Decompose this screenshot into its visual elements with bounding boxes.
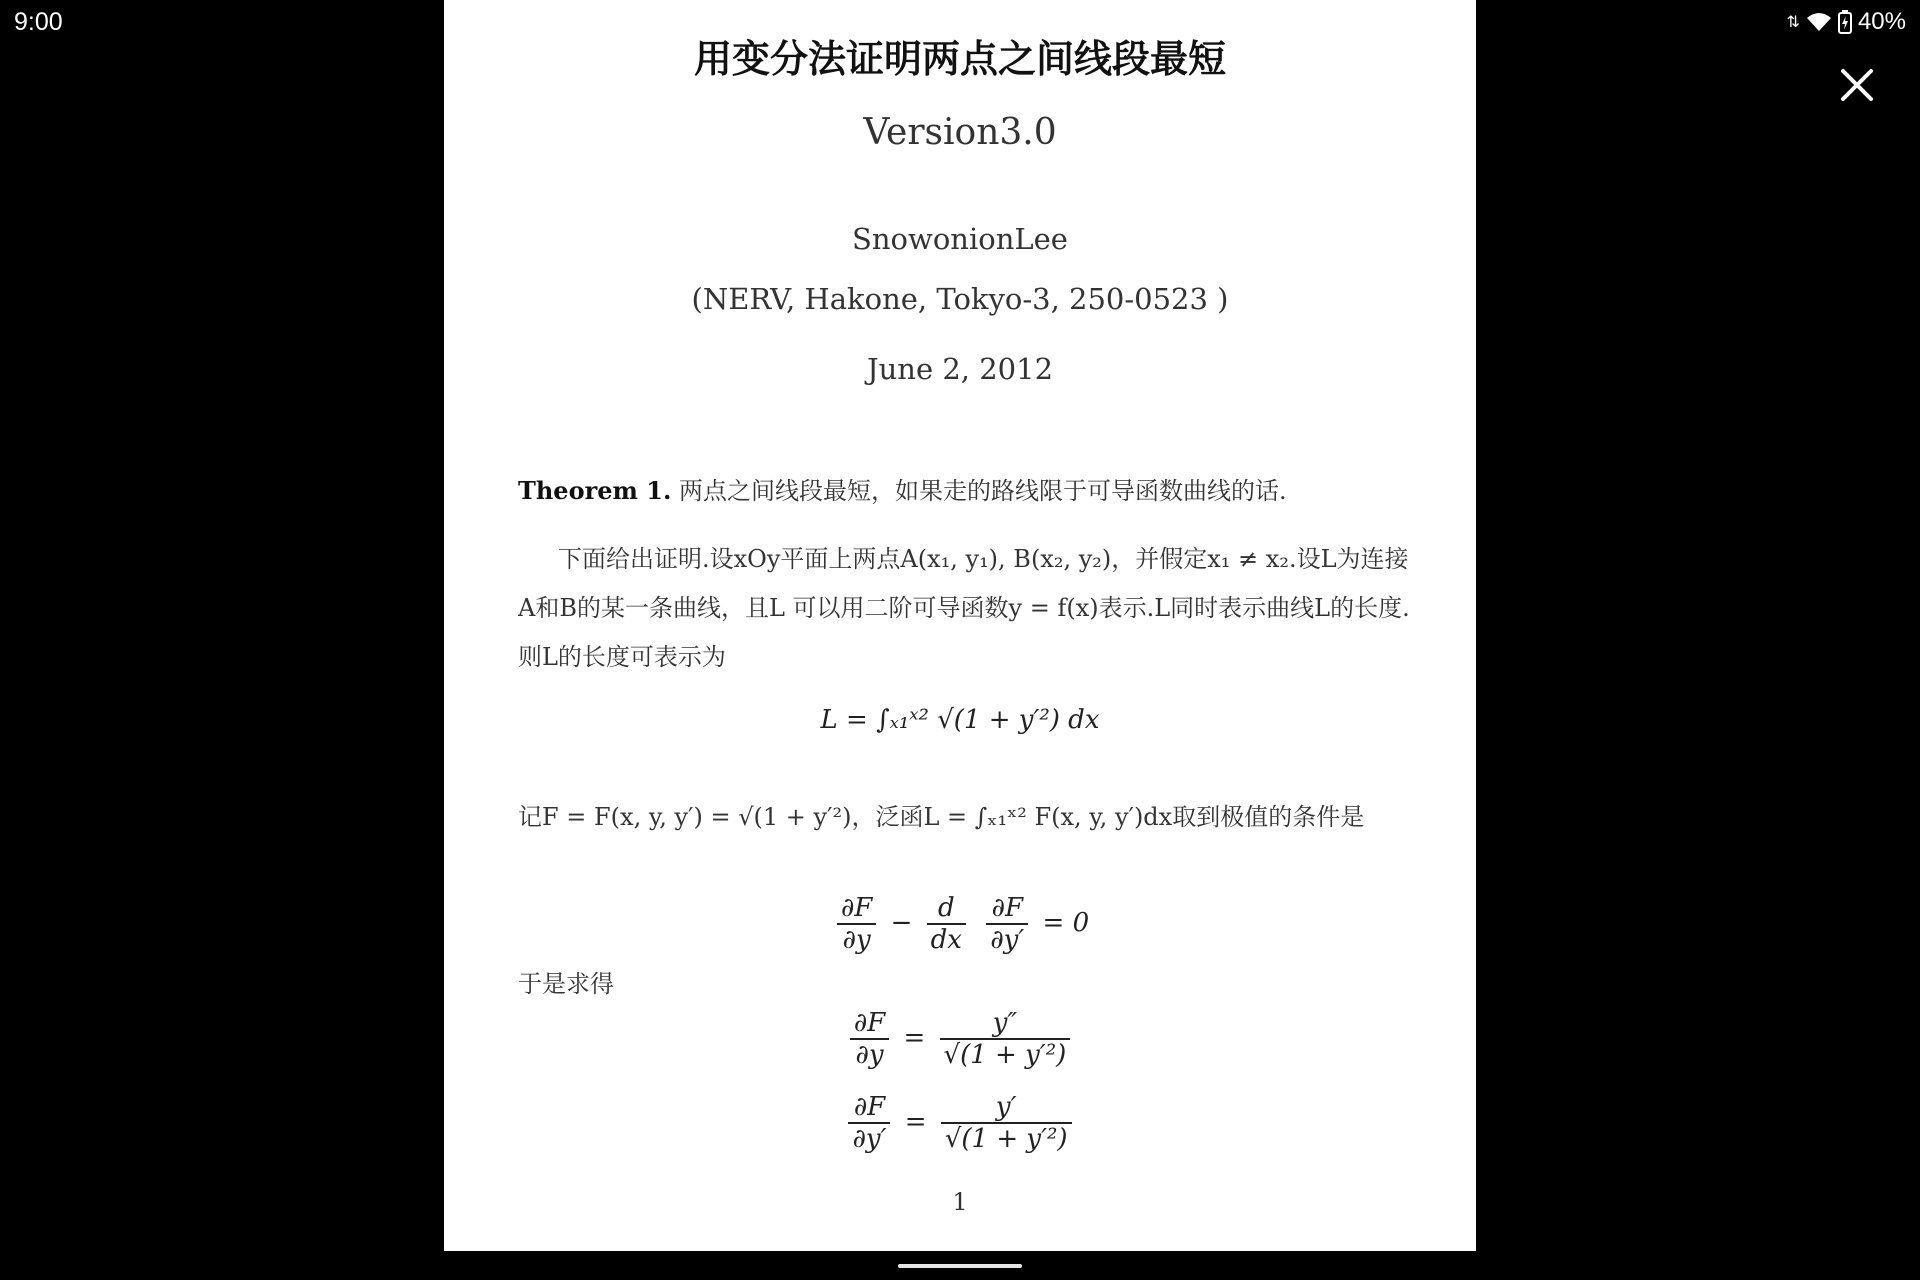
equation-length: L = ∫ₓ₁ˣ² √(1 + y′²) dx [820,705,1100,735]
battery-level: 40% [1857,8,1906,35]
document-affiliation: (NERV, Hakone, Tokyo-3, 250-0523 ) [691,282,1229,316]
document-version: Version3.0 [863,112,1057,153]
theorem-label: Theorem 1. [518,476,672,505]
theorem-text: 两点之间线段最短，如果走的路线限于可导函数曲线的话. [678,477,1287,505]
battery-icon [1838,10,1852,34]
equation-partial-y: $\frac{\partial F}{\partial y}$ = $\frac{y''}{\text{√(1 + y′²)}}$ [444,1008,1476,1070]
page-number: 1 [952,1188,968,1216]
close-button[interactable] [1834,62,1880,108]
equation-partial-yprime: $\frac{\partial F}{\partial y'}$ = $\frac{y'}{\text{√(1 + y′²)}}$ [444,1092,1476,1154]
fraction-d-dx: $\frac{d}{dx}$ [927,893,966,955]
close-icon [1840,68,1874,102]
document-page [444,0,1476,1251]
document-title: 用变分法证明两点之间线段最短 [693,37,1226,81]
paragraph-2: 记F = F(x, y, y′) = √(1 + y′²)，泛函L = ∫ₓ₁ˣ² F(x, y, y′)dx取到极值的条件是 [518,803,1365,831]
document-date: June 2, 2012 [866,352,1054,386]
paragraph-3: 于是求得 [518,970,614,998]
euler-lagrange-equation: $\frac{\partial F}{\partial y}$ − $\frac{d}{dx}$ $\frac{\partial F}{\partial y'}$ = 0 [444,893,1476,955]
status-time: 9:00 [14,8,63,36]
theorem [518,466,1418,516]
status-icons [1787,8,1906,36]
gesture-nav-handle[interactable] [898,1264,1022,1268]
document-author: SnowonionLee [852,222,1068,256]
data-arrows-icon: ⇅ [1786,14,1800,31]
fraction-dF-dyprime: $\frac{\partial F}{\partial y'}$ [986,893,1028,955]
paragraph-1: 下面给出证明.设xOy平面上两点A(x₁, y₁), B(x₂, y₂)，并假定x₁ ≠ x₂.设L为连接A和B的某一条曲线，且L 可以用二阶可导函数y = f(x)表示.L同时表示曲线L的长度. 则L的长度可表示为 [518,545,1410,671]
fraction-dF-dy: $\frac{\partial F}{\partial y}$ [837,893,876,955]
wifi-icon [1806,11,1832,33]
